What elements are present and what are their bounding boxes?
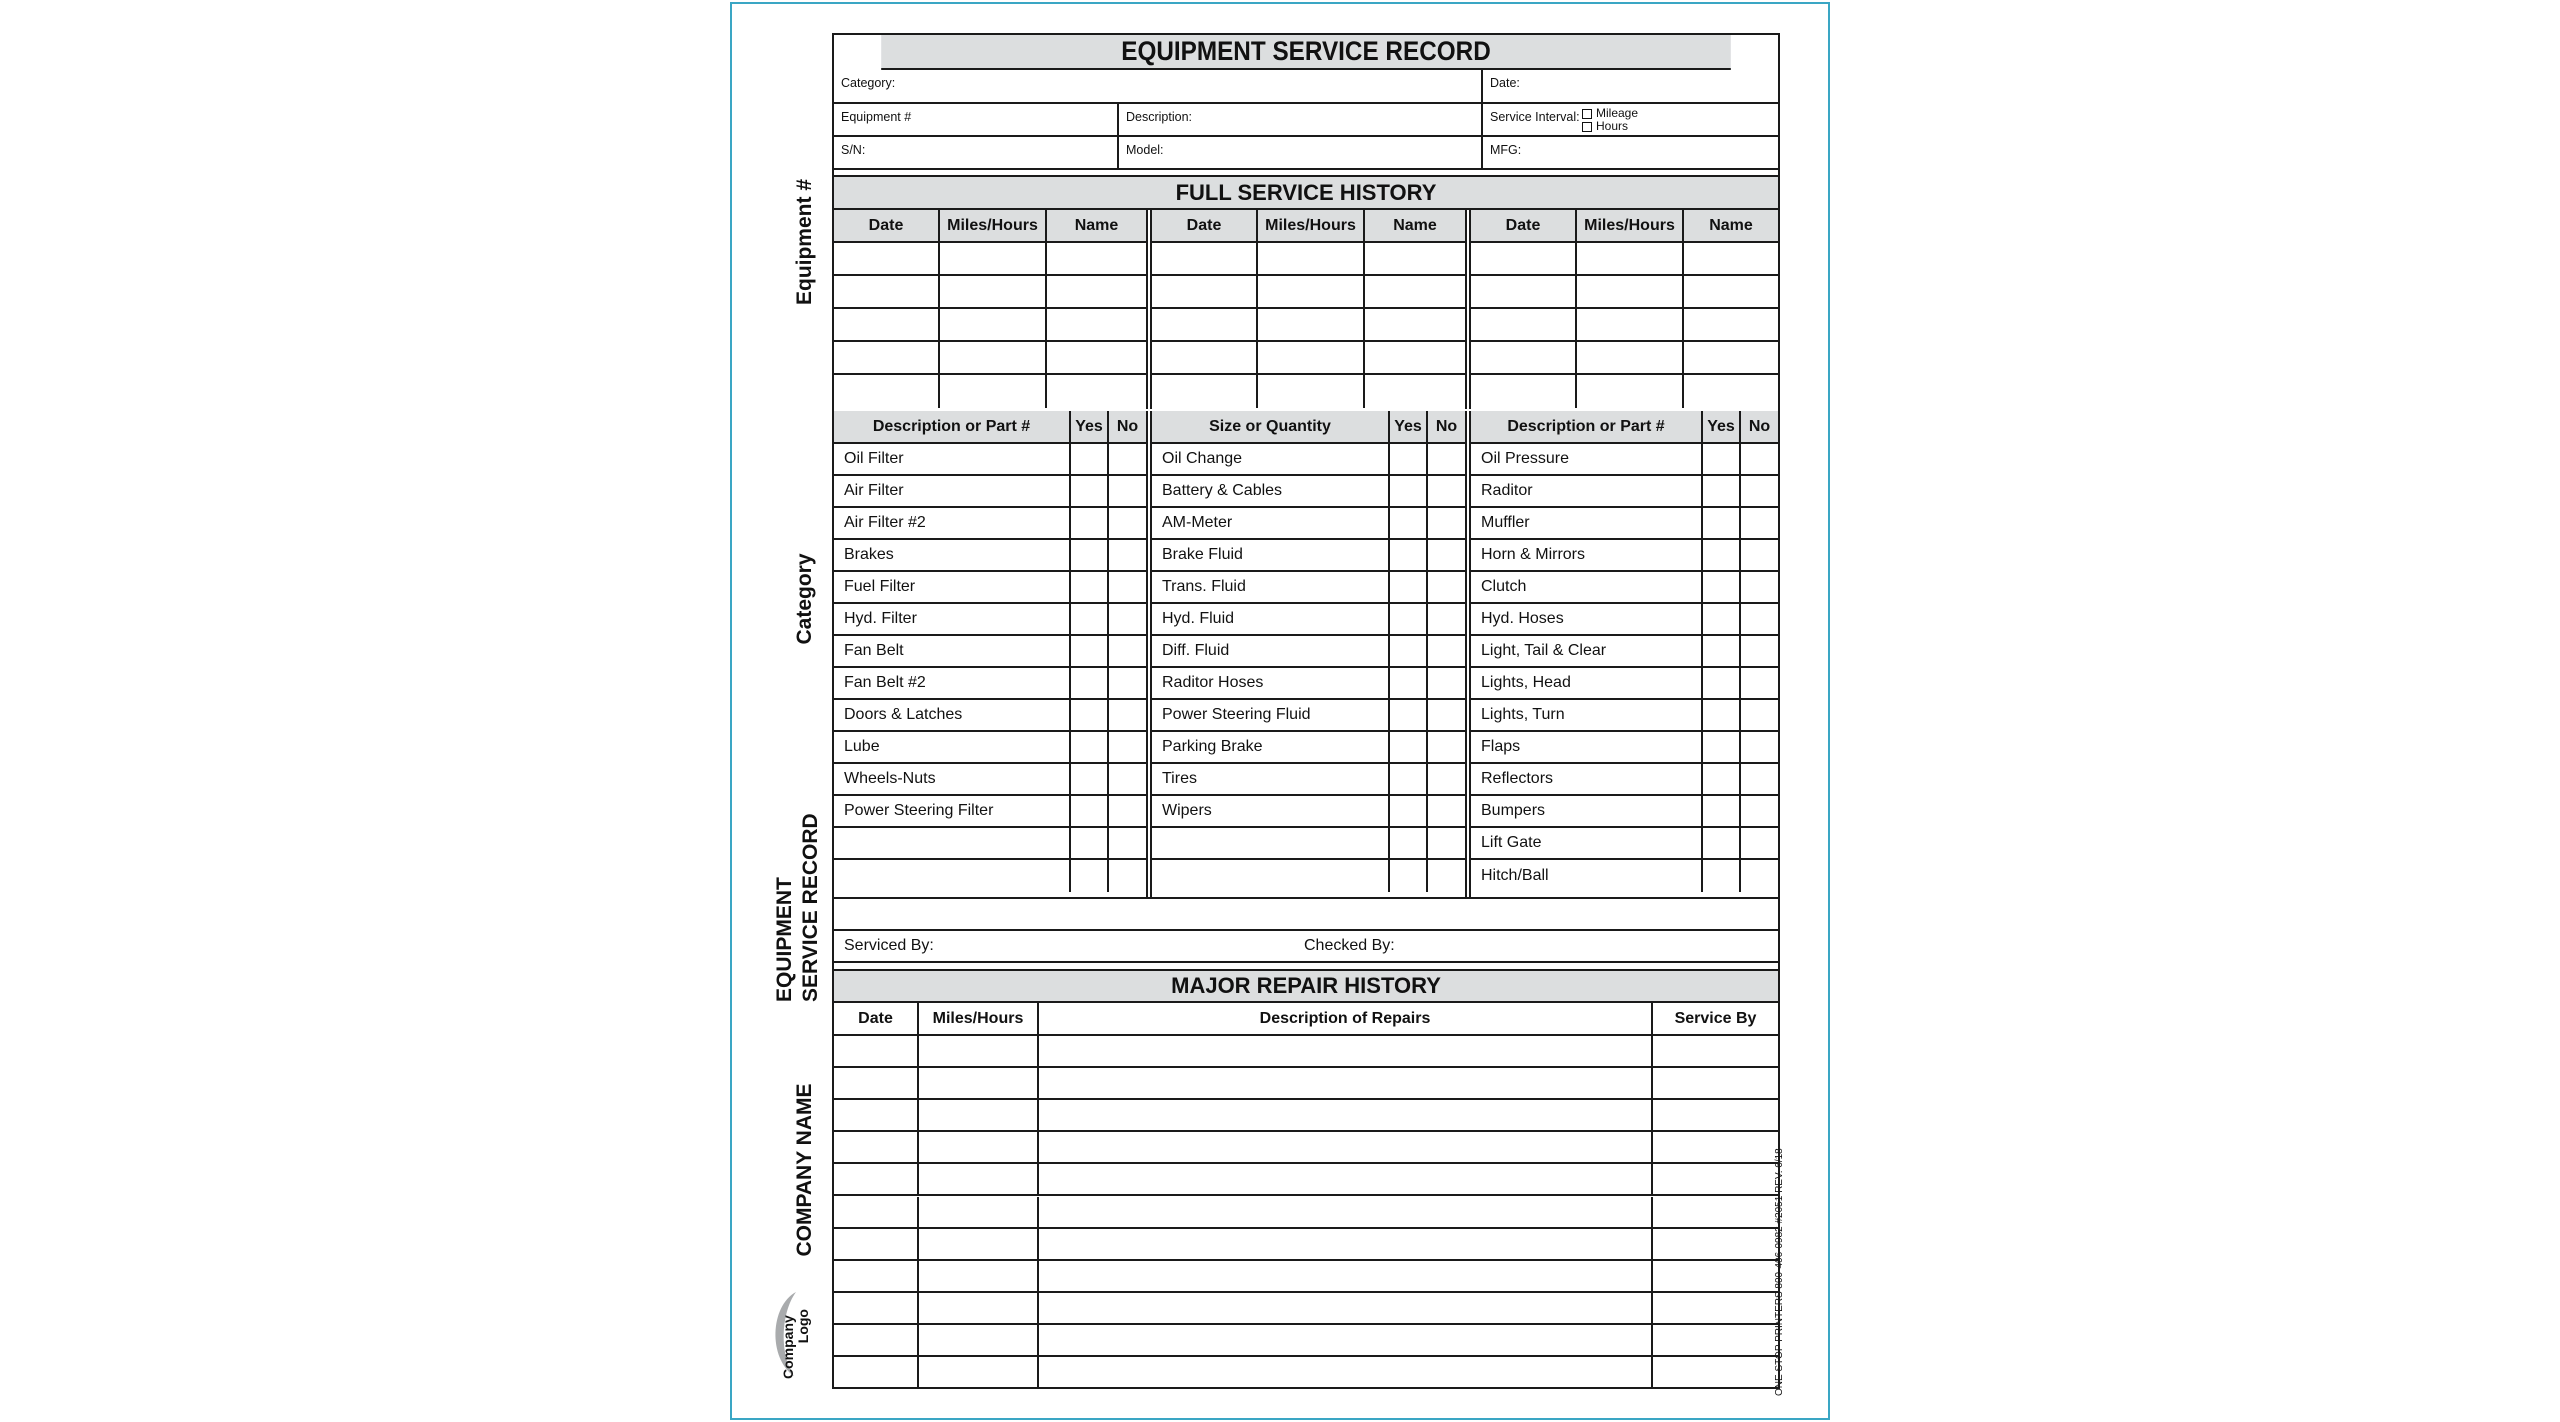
major-repair-history-table [834,1003,1778,1389]
column-header-miles-hours: Miles/Hours [1577,210,1684,243]
service-interval-label: Service Interval: [1490,110,1580,124]
checklist-header-no: No [1741,411,1778,444]
repair-cell[interactable] [919,1261,1039,1293]
yes-checkbox-cell[interactable] [1390,540,1428,572]
checklist-item: Power Steering Fluid [1152,700,1390,732]
yes-checkbox-cell[interactable] [1703,700,1741,732]
hours-checkbox[interactable] [1582,122,1592,132]
equipment-number-field[interactable] [834,104,1119,135]
yes-checkbox-cell[interactable] [1071,444,1109,476]
checklist-item: Diff. Fluid [1152,636,1390,668]
history-cell[interactable] [1047,342,1146,375]
yes-checkbox-cell[interactable] [1703,764,1741,796]
no-checkbox-cell[interactable] [1428,828,1465,860]
no-checkbox-cell[interactable] [1109,860,1146,892]
no-checkbox-cell[interactable] [1428,860,1465,892]
yes-checkbox-cell[interactable] [1703,796,1741,828]
yes-checkbox-cell[interactable] [1071,636,1109,668]
checklist-item: AM-Meter [1152,508,1390,540]
repair-column-header-description-of-repairs: Description of Repairs [1039,1003,1653,1036]
checklist-item: Oil Pressure [1471,444,1703,476]
checklist-item: Doors & Latches [834,700,1071,732]
no-checkbox-cell[interactable] [1109,636,1146,668]
yes-checkbox-cell[interactable] [1703,444,1741,476]
equipment-service-record-form [832,33,1780,1389]
mileage-checkbox[interactable] [1582,109,1592,119]
no-checkbox-cell[interactable] [1741,572,1778,604]
history-cell[interactable] [940,243,1047,276]
no-checkbox-cell[interactable] [1741,636,1778,668]
checklist-header-no: No [1109,411,1146,444]
model-field[interactable] [1119,137,1483,168]
checklist-item: Light, Tail & Clear [1471,636,1703,668]
repair-cell[interactable] [919,1100,1039,1132]
repair-cell[interactable] [1039,1132,1653,1164]
repair-cell[interactable] [1039,1164,1653,1196]
history-cell[interactable] [1684,375,1778,408]
no-checkbox-cell[interactable] [1428,572,1465,604]
yes-checkbox-cell[interactable] [1071,604,1109,636]
yes-checkbox-cell[interactable] [1071,796,1109,828]
repair-cell[interactable] [1653,1164,1778,1196]
history-cell[interactable] [1684,276,1778,309]
yes-checkbox-cell[interactable] [1703,604,1741,636]
history-cell[interactable] [1471,309,1577,342]
yes-checkbox-cell[interactable] [1071,828,1109,860]
history-cell[interactable] [1152,342,1258,375]
repair-cell[interactable] [1653,1293,1778,1325]
repair-cell[interactable] [1653,1357,1778,1389]
yes-checkbox-cell[interactable] [1703,508,1741,540]
side-label-category: Category [793,553,816,645]
yes-checkbox-cell[interactable] [1071,668,1109,700]
repair-cell[interactable] [834,1100,919,1132]
history-cell[interactable] [1152,375,1258,408]
no-checkbox-cell[interactable] [1741,508,1778,540]
checklist-item: Wipers [1152,796,1390,828]
checklist-item: Lube [834,732,1071,764]
side-label-company-name: COMPANY NAME [793,1083,816,1257]
no-checkbox-cell[interactable] [1428,764,1465,796]
yes-checkbox-cell[interactable] [1703,732,1741,764]
checklist-item [1152,828,1390,860]
no-checkbox-cell[interactable] [1428,636,1465,668]
yes-checkbox-cell[interactable] [1390,444,1428,476]
repair-cell[interactable] [834,1229,919,1261]
yes-checkbox-cell[interactable] [1071,732,1109,764]
history-cell[interactable] [1152,243,1258,276]
no-checkbox-cell[interactable] [1741,476,1778,508]
checklist-header-yes: Yes [1071,411,1109,444]
checklist-item: Bumpers [1471,796,1703,828]
divider [834,170,1778,177]
checklist-header-header: Size or Quantity [1152,411,1390,444]
yes-checkbox-cell[interactable] [1390,828,1428,860]
serviced-by-field[interactable] [844,931,1304,961]
repair-cell[interactable] [1039,1357,1653,1389]
checklist-item: Clutch [1471,572,1703,604]
side-label-record-line1: EQUIPMENT [773,877,796,1002]
repair-cell[interactable] [919,1132,1039,1164]
no-checkbox-cell[interactable] [1109,508,1146,540]
history-cell[interactable] [1471,276,1577,309]
no-checkbox-cell[interactable] [1741,668,1778,700]
history-cell[interactable] [1577,243,1684,276]
description-label: Description: [1126,110,1192,124]
info-row-equipment [834,104,1778,137]
repair-cell[interactable] [834,1132,919,1164]
history-cell[interactable] [1152,276,1258,309]
repair-cell[interactable] [1653,1100,1778,1132]
checklist-item: Fuel Filter [834,572,1071,604]
history-cell[interactable] [1684,243,1778,276]
mfg-label: MFG: [1490,143,1522,157]
yes-checkbox-cell[interactable] [1703,636,1741,668]
history-cell[interactable] [834,342,940,375]
history-cell[interactable] [1365,375,1465,408]
column-header-date: Date [1152,210,1258,243]
service-interval-field [1483,104,1778,135]
checklist-item: Oil Filter [834,444,1071,476]
repair-cell[interactable] [919,1357,1039,1389]
repair-cell[interactable] [1039,1100,1653,1132]
repair-cell[interactable] [834,1068,919,1100]
checklist-header-yes: Yes [1703,411,1741,444]
history-cell[interactable] [1471,243,1577,276]
no-checkbox-cell[interactable] [1109,732,1146,764]
history-cell[interactable] [1047,243,1146,276]
no-checkbox-cell[interactable] [1741,828,1778,860]
history-cell[interactable] [1047,309,1146,342]
column-header-name: Name [1365,210,1465,243]
checklist-item: Air Filter #2 [834,508,1071,540]
checked-by-field[interactable] [1304,931,1774,961]
repair-cell[interactable] [1653,1068,1778,1100]
checklist-item: Raditor [1471,476,1703,508]
yes-checkbox-cell[interactable] [1390,572,1428,604]
history-cell[interactable] [1047,375,1146,408]
history-cell[interactable] [1471,342,1577,375]
no-checkbox-cell[interactable] [1109,700,1146,732]
repair-cell[interactable] [1653,1036,1778,1068]
history-cell[interactable] [1258,342,1365,375]
column-header-miles-hours: Miles/Hours [940,210,1047,243]
full-service-history-table [834,210,1778,409]
checklist-item: Lights, Head [1471,668,1703,700]
no-checkbox-cell[interactable] [1109,828,1146,860]
repair-cell[interactable] [1039,1197,1653,1229]
yes-checkbox-cell[interactable] [1703,476,1741,508]
side-label-equipment-number: Equipment # [793,179,816,306]
history-cell[interactable] [1577,342,1684,375]
checklist-item: Lights, Turn [1471,700,1703,732]
repair-cell[interactable] [834,1293,919,1325]
yes-checkbox-cell[interactable] [1390,476,1428,508]
no-checkbox-cell[interactable] [1428,732,1465,764]
history-cell[interactable] [1471,375,1577,408]
yes-checkbox-cell[interactable] [1071,700,1109,732]
no-checkbox-cell[interactable] [1109,604,1146,636]
no-checkbox-cell[interactable] [1741,604,1778,636]
checklist-item: Fan Belt #2 [834,668,1071,700]
history-cell[interactable] [1365,276,1465,309]
checklist-item: Brakes [834,540,1071,572]
repair-column-header-date: Date [834,1003,919,1036]
serviced-by-label: Serviced By: [844,937,934,954]
repair-cell[interactable] [1653,1261,1778,1293]
sn-label: S/N: [841,143,866,157]
form-title: EQUIPMENT SERVICE RECORD [881,35,1731,70]
yes-checkbox-cell[interactable] [1703,828,1741,860]
date-field[interactable] [1483,70,1778,102]
signature-row [834,931,1778,963]
history-cell[interactable] [1577,375,1684,408]
yes-checkbox-cell[interactable] [1390,764,1428,796]
info-row-category [834,70,1778,104]
repair-cell[interactable] [1039,1036,1653,1068]
yes-checkbox-cell[interactable] [1390,732,1428,764]
yes-checkbox-cell[interactable] [1071,860,1109,892]
column-header-miles-hours: Miles/Hours [1258,210,1365,243]
no-checkbox-cell[interactable] [1109,540,1146,572]
checklist-group [1152,411,1465,899]
checklist-header-header: Description or Part # [834,411,1071,444]
yes-checkbox-cell[interactable] [1390,668,1428,700]
yes-checkbox-cell[interactable] [1071,572,1109,604]
checklist-item: Tires [1152,764,1390,796]
column-header-name: Name [1047,210,1146,243]
checklist-item: Oil Change [1152,444,1390,476]
repair-cell[interactable] [834,1164,919,1196]
history-cell[interactable] [1258,276,1365,309]
repair-cell[interactable] [834,1325,919,1357]
equipment-number-label: Equipment # [841,110,912,124]
no-checkbox-cell[interactable] [1428,476,1465,508]
no-checkbox-cell[interactable] [1109,444,1146,476]
category-label: Category: [841,76,896,90]
repair-column-header-miles-hours: Miles/Hours [919,1003,1039,1036]
history-cell[interactable] [940,375,1047,408]
no-checkbox-cell[interactable] [1428,796,1465,828]
history-cell[interactable] [1365,342,1465,375]
service-history-group [834,210,1146,408]
no-checkbox-cell[interactable] [1109,572,1146,604]
no-checkbox-cell[interactable] [1741,700,1778,732]
history-cell[interactable] [1684,309,1778,342]
description-field[interactable] [1119,104,1483,135]
no-checkbox-cell[interactable] [1428,508,1465,540]
repair-column-header-service-by: Service By [1653,1003,1778,1036]
history-cell[interactable] [940,309,1047,342]
no-checkbox-cell[interactable] [1741,796,1778,828]
sn-field[interactable] [834,137,1119,168]
checklist-item: Hyd. Hoses [1471,604,1703,636]
checklist-group [834,411,1146,899]
checklist-item: Air Filter [834,476,1071,508]
no-checkbox-cell[interactable] [1428,540,1465,572]
repair-cell[interactable] [1039,1261,1653,1293]
service-history-group [1471,210,1778,408]
checklist-item: Trans. Fluid [1152,572,1390,604]
hours-label: Hours [1596,119,1629,133]
repair-cell[interactable] [1653,1229,1778,1261]
category-field[interactable] [834,70,1483,102]
logo-text-line2: Logo [795,1309,811,1344]
no-checkbox-cell[interactable] [1428,604,1465,636]
checklist-item [834,860,1071,892]
checklist-item [834,828,1071,860]
history-cell[interactable] [834,309,940,342]
history-cell[interactable] [1152,309,1258,342]
model-label: Model: [1126,143,1164,157]
checklist-item: Brake Fluid [1152,540,1390,572]
repair-cell[interactable] [1653,1132,1778,1164]
no-checkbox-cell[interactable] [1741,540,1778,572]
checklist-item: Flaps [1471,732,1703,764]
column-header-date: Date [834,210,940,243]
side-label-equipment-service-record [772,782,828,1002]
yes-checkbox-cell[interactable] [1071,540,1109,572]
yes-checkbox-cell[interactable] [1703,540,1741,572]
checklist-item: Muffler [1471,508,1703,540]
checked-by-label: Checked By: [1304,937,1395,954]
company-logo [768,1288,828,1380]
checklist-item: Power Steering Filter [834,796,1071,828]
logo-text-line1: Company [780,1315,796,1379]
column-header-name: Name [1684,210,1778,243]
history-cell[interactable] [1577,276,1684,309]
repair-cell[interactable] [919,1036,1039,1068]
no-checkbox-cell[interactable] [1741,444,1778,476]
history-cell[interactable] [1258,375,1365,408]
checklist-item: Hyd. Filter [834,604,1071,636]
repair-cell[interactable] [919,1197,1039,1229]
blank-row[interactable] [834,899,1778,931]
yes-checkbox-cell[interactable] [1703,860,1741,892]
yes-checkbox-cell[interactable] [1390,604,1428,636]
checklist-item: Reflectors [1471,764,1703,796]
history-cell[interactable] [1577,309,1684,342]
history-cell[interactable] [834,243,940,276]
history-cell[interactable] [834,375,940,408]
yes-checkbox-cell[interactable] [1390,860,1428,892]
history-cell[interactable] [1258,309,1365,342]
repair-cell[interactable] [1039,1068,1653,1100]
yes-checkbox-cell[interactable] [1703,572,1741,604]
history-cell[interactable] [1258,243,1365,276]
yes-checkbox-cell[interactable] [1390,508,1428,540]
side-label-record-line2: SERVICE RECORD [799,813,822,1002]
history-cell[interactable] [1684,342,1778,375]
repair-cell[interactable] [919,1164,1039,1196]
no-checkbox-cell[interactable] [1428,444,1465,476]
repair-cell[interactable] [834,1197,919,1229]
checklist-group [1471,411,1778,899]
checklist-item: Raditor Hoses [1152,668,1390,700]
column-header-date: Date [1471,210,1577,243]
service-checklist [834,411,1778,899]
checklist-item: Battery & Cables [1152,476,1390,508]
repair-cell[interactable] [834,1036,919,1068]
history-cell[interactable] [1047,276,1146,309]
repair-cell[interactable] [919,1229,1039,1261]
yes-checkbox-cell[interactable] [1390,796,1428,828]
repair-cell[interactable] [1653,1197,1778,1229]
mileage-label: Mileage [1596,106,1639,120]
checklist-item: Wheels-Nuts [834,764,1071,796]
repair-cell[interactable] [834,1261,919,1293]
checklist-item: Lift Gate [1471,828,1703,860]
no-checkbox-cell[interactable] [1109,476,1146,508]
checklist-item [1152,860,1390,892]
checklist-item: Fan Belt [834,636,1071,668]
mfg-field[interactable] [1483,137,1778,168]
no-checkbox-cell[interactable] [1741,860,1778,892]
no-checkbox-cell[interactable] [1428,700,1465,732]
history-cell[interactable] [834,276,940,309]
info-row-sn [834,137,1778,170]
repair-cell[interactable] [1653,1325,1778,1357]
repair-cell[interactable] [919,1325,1039,1357]
major-repair-history-title: MAJOR REPAIR HISTORY [834,971,1778,1003]
repair-cell[interactable] [919,1293,1039,1325]
repair-cell[interactable] [834,1357,919,1389]
repair-cell[interactable] [919,1068,1039,1100]
checklist-header-yes: Yes [1390,411,1428,444]
yes-checkbox-cell[interactable] [1703,668,1741,700]
hours-option[interactable] [1582,120,1638,133]
yes-checkbox-cell[interactable] [1390,700,1428,732]
repair-cell[interactable] [1039,1325,1653,1357]
divider [834,963,1778,971]
yes-checkbox-cell[interactable] [1071,476,1109,508]
printer-info: ONE STOP PRINTERS 800-406-0982 #2051 REV. 6/18 [1774,1148,1785,1396]
history-cell[interactable] [940,342,1047,375]
checklist-item: Hyd. Fluid [1152,604,1390,636]
history-cell[interactable] [1365,243,1465,276]
checklist-header-no: No [1428,411,1465,444]
repair-cell[interactable] [1039,1293,1653,1325]
service-history-group [1152,210,1465,408]
checklist-header-header: Description or Part # [1471,411,1703,444]
checklist-item: Hitch/Ball [1471,860,1703,892]
no-checkbox-cell[interactable] [1109,668,1146,700]
no-checkbox-cell[interactable] [1109,796,1146,828]
history-cell[interactable] [1365,309,1465,342]
yes-checkbox-cell[interactable] [1390,636,1428,668]
checklist-item: Parking Brake [1152,732,1390,764]
repair-cell[interactable] [1039,1229,1653,1261]
no-checkbox-cell[interactable] [1741,764,1778,796]
no-checkbox-cell[interactable] [1741,732,1778,764]
history-cell[interactable] [940,276,1047,309]
no-checkbox-cell[interactable] [1428,668,1465,700]
checklist-item: Horn & Mirrors [1471,540,1703,572]
full-service-history-title: FULL SERVICE HISTORY [834,177,1778,210]
date-label: Date: [1490,76,1520,90]
yes-checkbox-cell[interactable] [1071,508,1109,540]
no-checkbox-cell[interactable] [1109,764,1146,796]
yes-checkbox-cell[interactable] [1071,764,1109,796]
